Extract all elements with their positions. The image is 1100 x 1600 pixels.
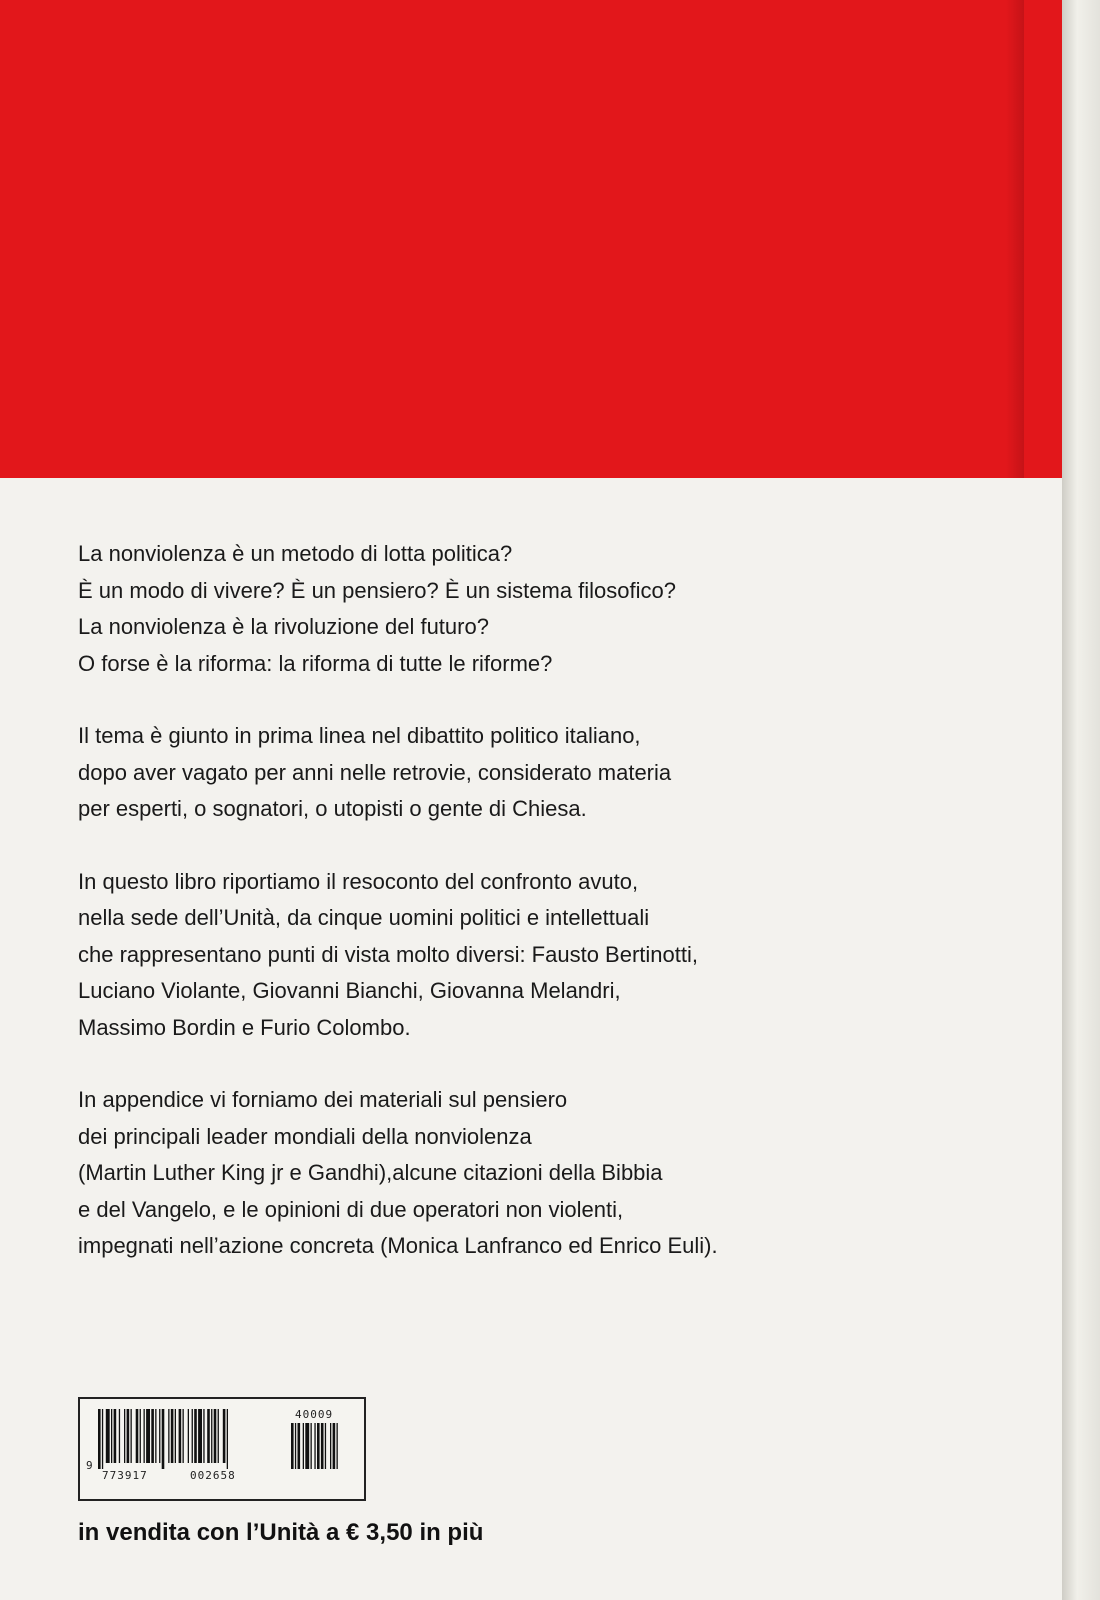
barcode-addon-bar (295, 1423, 296, 1469)
appendix-paragraph (78, 1082, 978, 1265)
barcode-addon-bar (321, 1423, 324, 1469)
question-line: La nonviolenza è la rivoluzione del futuro? (78, 614, 489, 639)
paragraph-line: In questo libro riportiamo il resoconto del confronto avuto, (78, 868, 639, 894)
paragraph-line: In appendice vi forniamo dei materiali sul pensiero (78, 1087, 568, 1112)
paragraph-line: Luciano Violante, Giovanni Bianchi, Giovanna Melandri, (78, 978, 621, 1003)
barcode-bar (211, 1409, 212, 1463)
price-line: in vendita con l’Unità a € 3,50 in più (78, 1519, 484, 1546)
barcode-bar (183, 1409, 184, 1463)
barcode-bar (131, 1409, 132, 1463)
barcode-addon-bar (337, 1423, 338, 1469)
paragraph-line: (Martin Luther King jr e Gandhi),alcune citazioni della Bibbia (78, 1160, 663, 1185)
page-edge (1062, 0, 1100, 1600)
barcode-bar (192, 1409, 193, 1463)
paragraph-line: che rappresentano punti di vista molto diversi: Fausto Bertinotti, (78, 941, 698, 967)
barcode-bar (175, 1409, 176, 1463)
questions-paragraph (78, 536, 978, 682)
barcode-bar (136, 1409, 139, 1463)
question-line: È un modo di vivere? È un pensiero? È un sistema filosofico? (78, 577, 676, 603)
barcode-bar (102, 1409, 103, 1469)
red-band-shadow (1006, 0, 1024, 478)
barcode-bar (207, 1409, 210, 1463)
barcode-bar (140, 1409, 141, 1463)
question-line: O forse è la riforma: la riforma di tutte le riforme? (78, 650, 553, 676)
barcode-addon-bar (333, 1423, 336, 1469)
barcode-bar (146, 1409, 150, 1463)
barcode-bar (159, 1409, 160, 1463)
paragraph-line: dei principali leader mondiali della nonviolenza (78, 1123, 532, 1149)
blurb-text (78, 536, 978, 1301)
barcode-bar (227, 1409, 228, 1469)
barcode-bar (151, 1409, 154, 1463)
question-line: La nonviolenza è un metodo di lotta politica? (78, 541, 513, 566)
barcode (78, 1397, 366, 1501)
barcode-bar (111, 1409, 112, 1463)
barcode-addon-bar (291, 1423, 294, 1469)
barcode-addon-bar (325, 1423, 326, 1469)
barcode-bar (124, 1409, 125, 1463)
paragraph-line: impegnati nell’azione concreta (Monica Lanfranco ed Enrico Euli). (78, 1233, 718, 1258)
barcode-bar (171, 1409, 174, 1463)
barcode-bar (218, 1409, 219, 1463)
paragraph-line: Massimo Bordin e Furio Colombo. (78, 1014, 411, 1040)
barcode-bar (127, 1409, 130, 1463)
barcode-bar (179, 1409, 182, 1463)
barcode-bar (214, 1409, 217, 1463)
paragraph-line: nella sede dell’Unità, da cinque uomini politici e intellettuali (78, 905, 650, 930)
barcode-bar (188, 1409, 189, 1463)
barcode-addon-bar (303, 1423, 304, 1469)
barcode-first-digit: 9 (86, 1459, 94, 1472)
barcode-bar (223, 1409, 226, 1463)
barcode-bar (168, 1409, 169, 1463)
barcode-addon-bar (311, 1423, 312, 1469)
barcode-addon-bar (298, 1423, 301, 1469)
barcode-bar (194, 1409, 197, 1463)
barcode-addon-bar (305, 1423, 309, 1469)
context-paragraph (78, 718, 978, 828)
barcode-left-digits: 773917 (102, 1469, 148, 1482)
paragraph-line: Il tema è giunto in prima linea nel dibattito politico italiano, (78, 723, 641, 748)
barcode-bar (198, 1409, 202, 1463)
barcode-bar (144, 1409, 145, 1463)
paragraph-line: dopo aver vagato per anni nelle retrovie, considerato materia (78, 759, 672, 785)
paragraph-line: e del Vangelo, e le opinioni di due operatori non violenti, (78, 1196, 624, 1222)
paragraph-line: per esperti, o sognatori, o utopisti o gente di Chiesa. (78, 796, 587, 821)
barcode-bar (162, 1409, 165, 1469)
barcode-bar (114, 1409, 117, 1463)
barcode-bar (119, 1409, 120, 1463)
barcode-bar (106, 1409, 110, 1463)
barcode-right-digits: 002658 (190, 1469, 236, 1482)
barcode-bar (203, 1409, 204, 1463)
barcode-bar (98, 1409, 101, 1469)
barcode-addon-bar (330, 1423, 331, 1469)
red-color-band (0, 0, 1062, 478)
barcode-addon-bar (317, 1423, 320, 1469)
barcode-addon-bar (314, 1423, 315, 1469)
barcode-bar (155, 1409, 156, 1463)
contents-paragraph (78, 864, 978, 1047)
barcode-addon-digits: 40009 (295, 1408, 334, 1421)
